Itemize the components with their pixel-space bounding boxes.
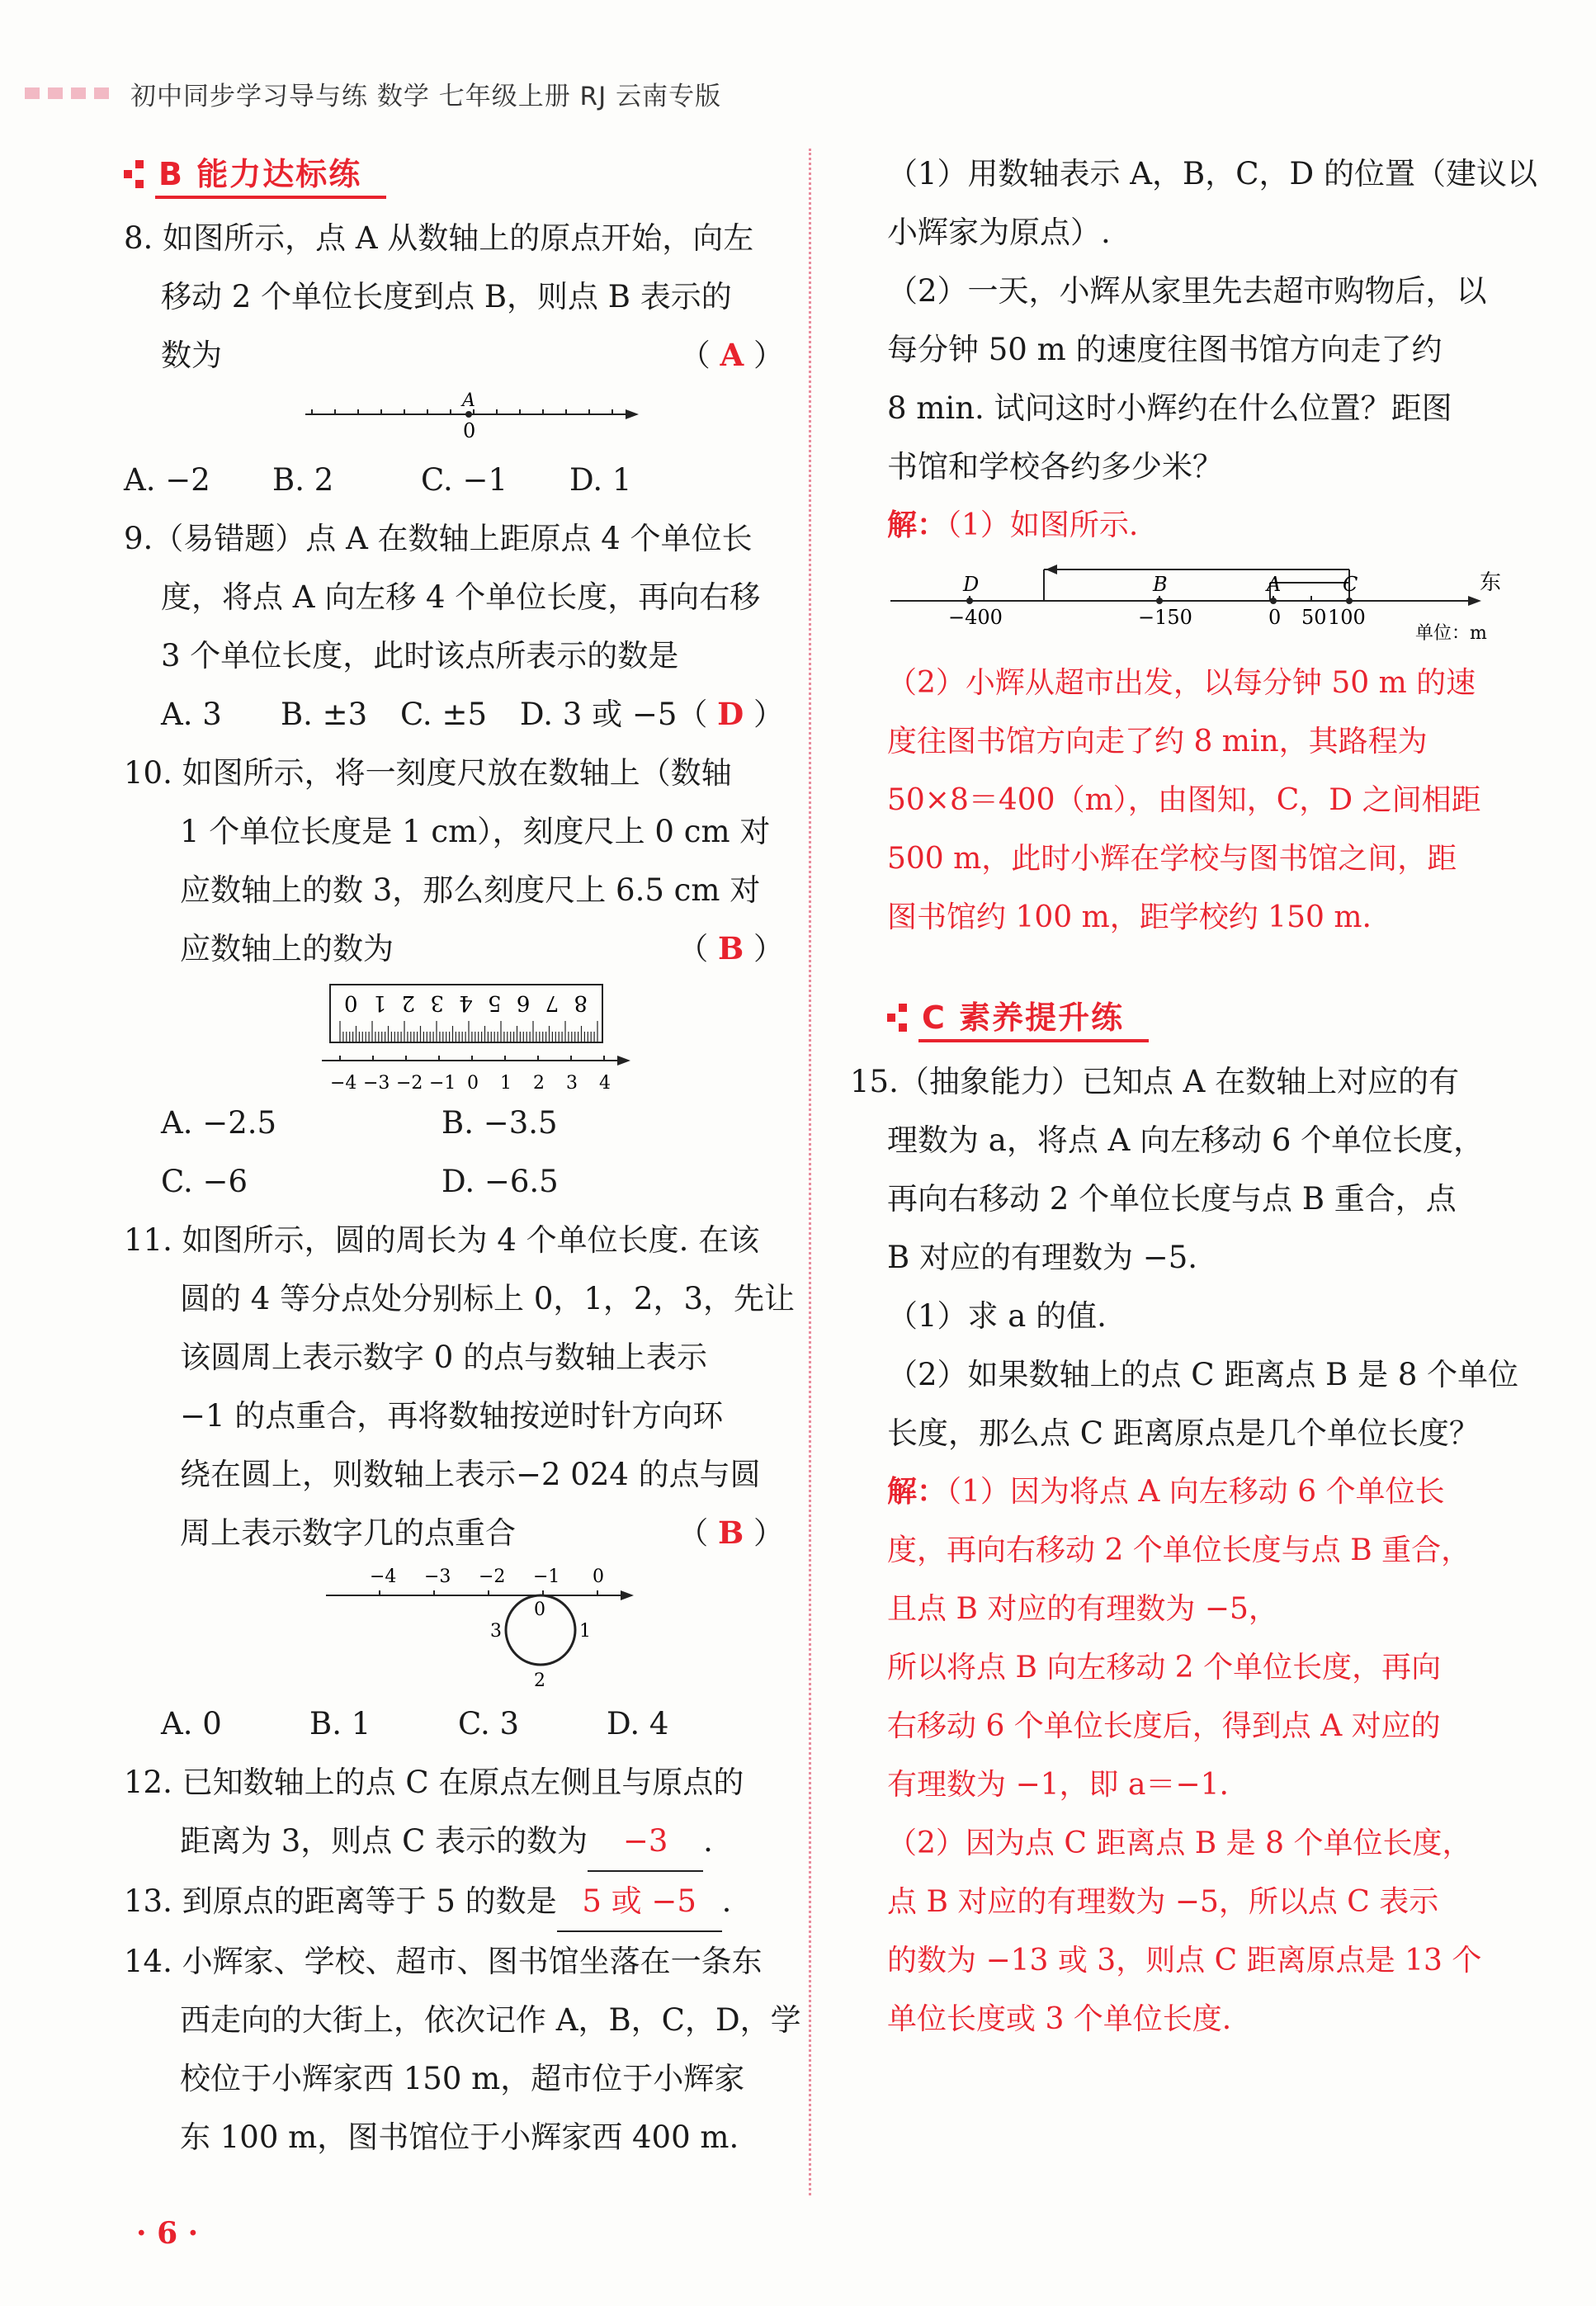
q12-line-last [124,1812,784,1872]
q10-option: B. −3.5 [441,1105,558,1141]
q14-right-line: 书馆和学校各约多少米？ [887,449,1223,484]
q11-axis-label: −1 [533,1566,560,1587]
q8-answer: A [720,337,744,373]
q8-options [124,451,784,509]
q8-line-last [124,326,784,385]
q10-option: A. −2.5 [161,1105,277,1141]
q8-answer-paren: （ A ） [679,337,784,373]
q11-circle-figure [124,1562,784,1694]
q11-circle-label: 0 [534,1600,545,1620]
q14-right-line: 小辉家为原点）. [887,215,1111,250]
section-marker-icon [124,157,152,190]
q14-point [1346,598,1353,604]
q11-option: B. 1 [309,1706,371,1741]
q14-point-label: C [1343,573,1358,596]
q11-line: 圆的 4 等分点处分别标上 0，1，2，3，先让 [180,1281,795,1316]
section-c-heading [887,988,1514,1046]
q10-answer-paren: （ B ） [678,930,784,966]
q13-answer-blank: 5 或 −5 [557,1872,722,1932]
q10-answer: B [717,930,744,966]
q11-line-text: 周上表示数字几的点重合 [180,1515,516,1551]
q9-options [124,685,677,744]
q10-option: C. −6 [161,1164,248,1199]
q10-options-row2 [124,1152,784,1211]
q11-axis-label: −2 [479,1566,506,1587]
q14-line: 校位于小辉家西 150 m，超市位于小辉家 [180,2061,745,2096]
q8-point-a [465,411,472,418]
q10-axis-label: −1 [429,1073,456,1094]
q15-solution-line: 有理数为 −1，即 a＝−1. [887,1768,1229,1802]
q15-solution-line: 单位长度或 3 个单位长度. [887,2002,1232,2036]
question-14 [124,1932,801,2167]
q14-direction: 东 [1480,570,1502,595]
q12-suffix: . [703,1823,713,1859]
question-9 [124,509,784,744]
q15-solution-line: 所以将点 B 向左移动 2 个单位长度，再向 [887,1651,1442,1685]
q10-axis-label: 2 [533,1073,545,1094]
q9-line-text: 3 个单位长度，此时该点所表示的数是 [161,638,679,673]
q11-line: 11. 如图所示，圆的周长为 4 个单位长度. 在该 [124,1222,760,1258]
q8-option: C. −1 [421,462,508,498]
q9-option: A. 3 [161,697,222,732]
q14-tick-label: 0 [1268,606,1282,629]
q15-solution-text: （1）因为将点 A 向左移动 6 个单位长 [947,1475,1445,1509]
q9-option: D. 3 或 −5 [519,697,678,732]
q10-ruler-figure [124,978,784,1094]
q9-option: B. ±3 [280,697,368,732]
q10-axis-label: −4 [330,1073,357,1094]
q10-axis-label: 0 [467,1073,479,1094]
q11-option: A. 0 [161,1706,222,1741]
question-8 [124,209,784,509]
q15-line: 再向右移动 2 个单位长度与点 B 重合，点 [887,1181,1457,1217]
q15-line: 15.（抽象能力）已知点 A 在数轴上对应的有 [850,1064,1460,1099]
q9-answer-paren: （ D ） [677,696,784,732]
question-13 [124,1872,784,1932]
q14-solution-line: （2）小辉从超市出发，以每分钟 50 m 的速 [887,666,1476,700]
q10-line: 应数轴上的数 3，那么刻度尺上 6.5 cm 对 [180,872,761,908]
q8-origin-label: 0 [463,419,476,442]
q14-line: 14. 小辉家、学校、超市、图书馆坐落在一条东 [124,1944,763,1979]
q14-solution-line: 500 m，此时小辉在学校与图书馆之间，距 [887,842,1457,876]
q14-number-line-figure [887,555,1514,654]
q10-axis-label: −2 [396,1073,423,1094]
q15-solution-line: 且点 B 对应的有理数为 −5， [887,1592,1278,1626]
q12-line: 12. 已知数轴上的点 C 在原点左侧且与原点的 [124,1765,744,1800]
q14-point-label: D [963,573,980,596]
q8-number-line-figure [124,385,784,451]
q14-point [1156,598,1163,604]
page-header [25,73,721,114]
q10-line: 10. 如图所示，将一刻度尺放在数轴上（数轴 [124,755,732,791]
column-divider [809,149,811,2195]
header-squares-icon [25,87,109,99]
q15-line: B 对应的有理数为 −5. [887,1240,1198,1275]
q14-arrow-icon [1468,596,1481,606]
q13-text: 13. 到原点的距离等于 5 的数是 [124,1883,557,1919]
q9-line: 度，将点 A 向左移 4 个单位长度，再向右移 [161,579,761,615]
q14-solution-text: （1）如图所示. [947,508,1139,542]
question-15 [850,1052,1519,2048]
q10-ruler-ticks [340,1021,597,1042]
q14-tick-label: −400 [948,606,1003,629]
q10-line-text: 应数轴上的数为 [180,931,394,966]
q14-solution-line: 图书馆约 100 m，距学校约 150 m. [887,900,1372,934]
q11-axis-label: −3 [424,1566,451,1587]
q14-point [1270,598,1277,604]
q11-option: D. 4 [607,1706,669,1741]
q10-axis-label: −3 [363,1073,390,1094]
q15-solution-line: 的数为 −13 或 3，则点 C 距离原点是 13 个 [887,1944,1482,1978]
q11-axis-label: −4 [370,1566,397,1587]
q11-answer-paren: （ B ） [678,1514,784,1551]
q10-options-row1 [124,1094,784,1152]
section-marker-icon [887,1000,915,1033]
q11-circle-label: 2 [534,1670,545,1691]
q15-solution-line: 度，再向右移动 2 个单位长度与点 B 重合， [887,1533,1471,1567]
q10-line-last [124,919,784,978]
q8-line-text: 数为 [161,338,222,373]
q14-right-line: 8 min. 试问这时小辉约在什么位置？距图 [887,390,1452,426]
q15-line: （1）求 a 的值. [887,1298,1107,1334]
q15-solution-label: 解： [887,1474,947,1509]
header-title: 初中同步学习导与练 数学 七年级上册 RJ 云南专版 [130,81,722,111]
q14-solution-line: 度往图书馆方向走了约 8 min，其路程为 [887,725,1428,758]
q14-tick-label: 50 [1301,606,1327,629]
q14-tick-label: 100 [1328,606,1366,629]
q14-right-line: （1）用数轴表示 A，B，C，D 的位置（建议以 [887,156,1537,191]
q8-point-label: A [462,390,475,411]
q11-line: −1 的点重合，再将数轴按逆时针方向环 [180,1398,724,1434]
right-column [850,144,1537,2048]
q14-tick-label: −150 [1138,606,1192,629]
q10-line: 1 个单位长度是 1 cm），刻度尺上 0 cm 对 [180,814,771,849]
section-b-heading [124,144,784,202]
q15-solution-first [887,1463,1514,1521]
q14-solution-line: 50×8＝400（m），由图知，C，D 之间相距 [887,783,1481,817]
q8-option: B. 2 [272,462,334,498]
q8-line: 8. 如图所示，点 A 从数轴上的原点开始，向左 [124,220,754,256]
q15-solution-line: 右移动 6 个单位长度后，得到点 A 对应的 [887,1709,1441,1743]
q10-axis-label: 3 [566,1073,578,1094]
q14-walk-arrow-icon [1046,565,1057,574]
question-11 [124,1211,795,1753]
q10-option: D. −6.5 [441,1164,559,1199]
section-c-title: C 素养提升练 [918,992,1149,1042]
q11-option: C. 3 [458,1706,520,1741]
q9-answer: D [717,696,744,732]
q10-axis-label: 1 [500,1073,512,1094]
q11-options [124,1694,784,1753]
question-12 [124,1753,784,1872]
q8-option: D. 1 [569,462,632,498]
q10-arrow-icon [617,1056,630,1066]
q11-answer: B [717,1514,744,1551]
q11-axis-labels [370,1566,604,1595]
q14-solution-first [887,496,1514,555]
q14-line: 西走向的大街上，依次记作 A，B，C，D，学 [180,2002,801,2038]
q14-solution-label: 解： [887,508,947,542]
q9-option: C. ±5 [399,697,487,732]
q15-line: （2）如果数轴上的点 C 距离点 B 是 8 个单位 [887,1357,1519,1392]
q11-line: 该圆周上表示数字 0 的点与数轴上表示 [180,1340,708,1375]
q8-option: A. −2 [124,462,210,498]
q8-line: 移动 2 个单位长度到点 B，则点 B 表示的 [161,279,732,314]
q11-line-last [124,1504,784,1562]
q14-point-label: B [1153,573,1168,596]
q11-circle-label: 3 [490,1621,502,1642]
q15-line: 理数为 a，将点 A 向左移动 6 个单位长度， [887,1122,1485,1158]
q15-line: 长度，那么点 C 距离原点是几个单位长度？ [887,1415,1480,1451]
q14-unit: 单位：m [1415,623,1487,644]
q11-line: 绕在圆上，则数轴上表示−2 024 的点与圆 [180,1457,761,1492]
q11-circle-label: 1 [579,1621,591,1642]
q14-point [966,598,973,604]
q14-right-line: （2）一天，小辉从家里先去超市购物后，以 [887,273,1487,309]
question-10 [124,744,784,1211]
q10-ruler-digits: 8 7 6 5 4 3 2 1 0 [340,990,588,1015]
q14-right-line: 每分钟 50 m 的速度往图书馆方向走了约 [887,332,1443,367]
q12-answer-blank: −3 [588,1812,703,1872]
section-b-title: B 能力达标练 [155,149,386,199]
q10-axis-label: 4 [599,1073,611,1094]
q13-suffix: . [721,1883,732,1919]
left-column [124,144,801,2167]
page-number: · 6 · [136,2216,199,2251]
q14-line: 东 100 m，图书馆位于小辉家西 400 m. [180,2119,739,2155]
q8-arrow-icon [626,409,639,419]
q14-point-label: A [1267,573,1282,596]
q9-line: 9.（易错题）点 A 在数轴上距原点 4 个单位长 [124,521,753,556]
q15-solution-line: 点 B 对应的有理数为 −5，所以点 C 表示 [887,1885,1439,1919]
q15-solution-line: （2）因为点 C 距离点 B 是 8 个单位长度， [887,1826,1472,1860]
q12-line-text: 距离为 3，则点 C 表示的数为 [180,1823,588,1859]
q11-axis-label: 0 [593,1566,604,1587]
q11-arrow-icon [621,1590,634,1600]
